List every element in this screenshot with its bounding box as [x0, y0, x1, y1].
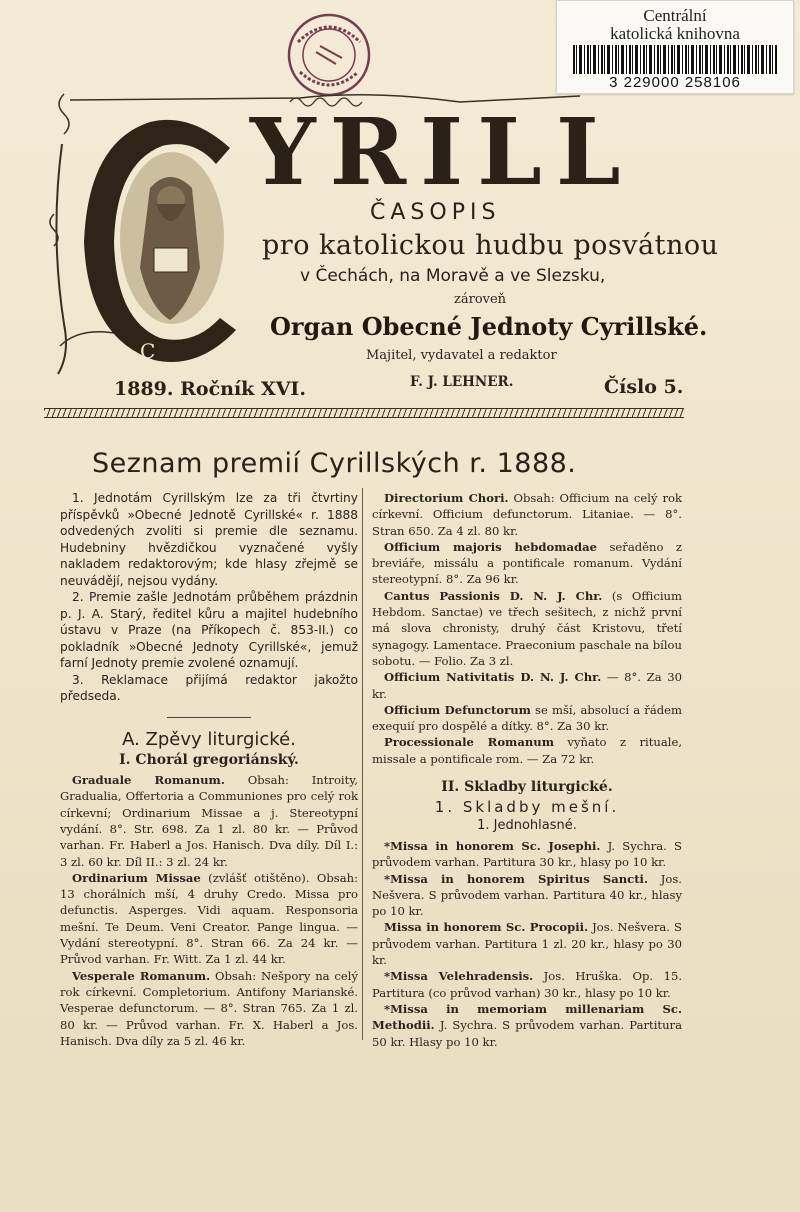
organ-line: Organ Obecné Jednoty Cyrillské. [270, 312, 708, 341]
left-column [60, 490, 358, 1049]
majitel-line: Majitel, vydavatel a redaktor [366, 348, 557, 363]
section-separator [167, 717, 251, 718]
list-item [372, 490, 682, 539]
entry-title: *Missa in honorem Sc. Josephi. [384, 838, 601, 853]
title-initial-c [70, 108, 248, 376]
library-label [556, 0, 794, 94]
library-label-line2: katolická knihovna [610, 24, 740, 43]
spacer [372, 767, 682, 779]
intro-paragraph: 3. Reklamace přijímá redaktor jakožto předseda. [60, 672, 358, 703]
section-b-heading: II. Skladby liturgické. [441, 779, 613, 796]
list-item [372, 919, 682, 968]
list-item [372, 968, 682, 1001]
entry-title: *Missa in honorem Spiritus Sancti. [384, 871, 648, 886]
page-title: Seznam premií Cyrillských r. 1888. [92, 448, 577, 479]
entry-title: Officium majoris hebdomadae [384, 539, 598, 554]
list-item [372, 539, 682, 588]
entry-text: Jos. Nešvera. S průvodem varhan. Partitura 1 zl. 20 kr., hlasy po 30 kr. [372, 920, 682, 968]
list-item [372, 871, 682, 920]
journal-region: v Čechách, na Moravě a ve Slezsku, [300, 266, 606, 286]
entry-text: Obsah: Introity, Gradualia, Offertoria a Communiones pro celý rok církevní; Ordinarium Missae a j. Stereotypní vydání. 8°. Str. 698. Za 1 zl. 80 kr. — Průvod varhan. Fr. Haberl a Jos. Hanisch. Dva díly. Díl I.: 3 zl. 60 kr. Díl II.: 3 zl. 24 kr. [60, 773, 358, 869]
entry-title: Directorium Chori. [384, 491, 509, 505]
journal-title: YRILL [250, 98, 635, 206]
section-b-subsubheading: 1. Jednohlasné. [477, 817, 577, 833]
entry-title: Processionale Romanum [384, 735, 554, 750]
entry-title: *Missa Velehradensis. [384, 969, 534, 984]
entry-text: Obsah: Officium na celý rok církevní. Officium defunctorum. Litaniae. — 8°. Stran 650. Za 4 zl. 80 kr. [372, 491, 682, 538]
issue-year: 1889. Ročník XVI. [114, 378, 306, 400]
entry-text: vyňato z rituale, missale a pontificale rom. — Za 72 kr. [372, 735, 683, 766]
entry-title: Cantus Passionis D. N. J. Chr. [384, 588, 603, 603]
entry-text: (s Officium Hebdom. Sanctae) ve třech sešitech, z nichž první má slova chronisty, druhý část Kristovu, třetí synagogy. Lamentace. Praeconium paschale na bílou sobotu. — Folio. Za 3 zl. [372, 588, 682, 668]
barcode-number: 3 229000 258106 [573, 74, 777, 91]
editor-name: F. J. LEHNER. [410, 374, 514, 390]
list-item [372, 669, 682, 702]
section-a-heading: A. Zpěvy liturgické. [122, 728, 296, 750]
entry-text: seřaděno z breviáře, missálu a pontificale romanum. Vydání stereotypní. 8°. Za 96 kr. [372, 539, 682, 587]
intro-paragraph: 1. Jednotám Cyrillským lze za tři čtvrtiny příspěvků »Obecné Jednotě Cyrillské« r. 1888 odvedených zvoliti si premie dle seznamu. Hudebniny hvězdičkou vyznačené vyšly nakladem redaktorovým; kde hlasy zřejmě se neuvádějí, nejsou vydány. [60, 491, 358, 588]
zaroven-label: zároveň [454, 292, 507, 307]
section-b-subheading: 1. Skladby mešní. [434, 798, 620, 817]
journal-subtitle: pro katolickou hudbu posvátnou [262, 230, 719, 261]
entry-text: Obsah: Nešpory na celý rok církevní. Completorium. Antifony Marianské. Vesperae defunctorum. — 8°. Stran 765. Za 1 zl. 80 kr. — Průvod varhan. Fr. X. Haberl a Jos. Hanisch. Dva díly za 5 zl. 46 kr. [60, 968, 358, 1048]
entry-title: *Missa in memoriam millenariam Sc. Methodii. [372, 1001, 682, 1033]
intro-paragraphs [60, 490, 358, 705]
entry-text: J. Sychra. S průvodem varhan. Partitura 30 kr., hlasy po 10 kr. [372, 838, 682, 870]
entry-title: Officium Nativitatis D. N. J. Chr. [384, 670, 602, 685]
entry-title: Missa in honorem Sc. Procopii. [384, 920, 589, 935]
list-item [60, 870, 358, 968]
list-item [372, 838, 682, 871]
list-item [372, 702, 682, 735]
list-item [372, 734, 682, 767]
list-item [60, 968, 358, 1049]
entry-text: (zvlášť otištěno). Obsah: 13 chorálních mší, 4 druhy Credo. Missa pro defunctis. Asperges. Vidi aquam. Responsoria mešní. Te Deum. Veni Creator. Pange lingua. — Vydání stereotypní. 8°. Stran 66. Za 24 kr. — Průvod varhan. Fr. Witt. Za 1 zl. 44 kr. [60, 870, 358, 967]
section-a-subheading: I. Chorál gregoriánský. [119, 751, 299, 768]
list-item [60, 772, 358, 870]
entry-text: J. Sychra. S průvodem varhan. Partitura 50 kr. Hlasy po 10 kr. [372, 1018, 682, 1049]
entry-title: Vesperale Romanum. [72, 968, 211, 983]
issue-number: Číslo 5. [604, 376, 684, 398]
entry-title: Graduale Romanum. [72, 773, 225, 788]
list-item [372, 588, 682, 669]
entry-title: Ordinarium Missae [72, 870, 201, 885]
library-label-line1: Centrální [643, 6, 707, 25]
entry-text: se mší, absolucí a řádem exequií pro dospělé a dítky. 8°. Za 30 kr. [372, 702, 683, 734]
entry-text: Jos. Hruška. Op. 15. Partitura (co průvod varhan) 30 kr., hlasy po 10 kr. [372, 969, 683, 1000]
entry-title: Officium Defunctorum [384, 702, 531, 717]
casopis-label: ČASOPIS [370, 200, 501, 225]
column-divider [362, 488, 363, 1040]
title-initial-letter: C [140, 339, 156, 363]
list-item [372, 1001, 682, 1050]
entry-text: Jos. Nešvera. S průvodem varhan. Partitura 40 kr., hlasy po 10 kr. [372, 871, 682, 919]
header-rule [44, 408, 684, 418]
barcode [573, 45, 777, 75]
entry-text: — 8°. Za 30 kr. [372, 670, 682, 701]
right-column [372, 490, 682, 1050]
intro-paragraph: 2. Premie zašle Jednotám průběhem prázdnin p. J. A. Starý, ředitel kůru a majitel hudebního ústavu v Praze (na Příkopech č. 853-II.) co pokladník »Obecné Jednoty Cyrillské«, jemuž farní Jednoty premie zvolené oznamují. [60, 590, 358, 670]
